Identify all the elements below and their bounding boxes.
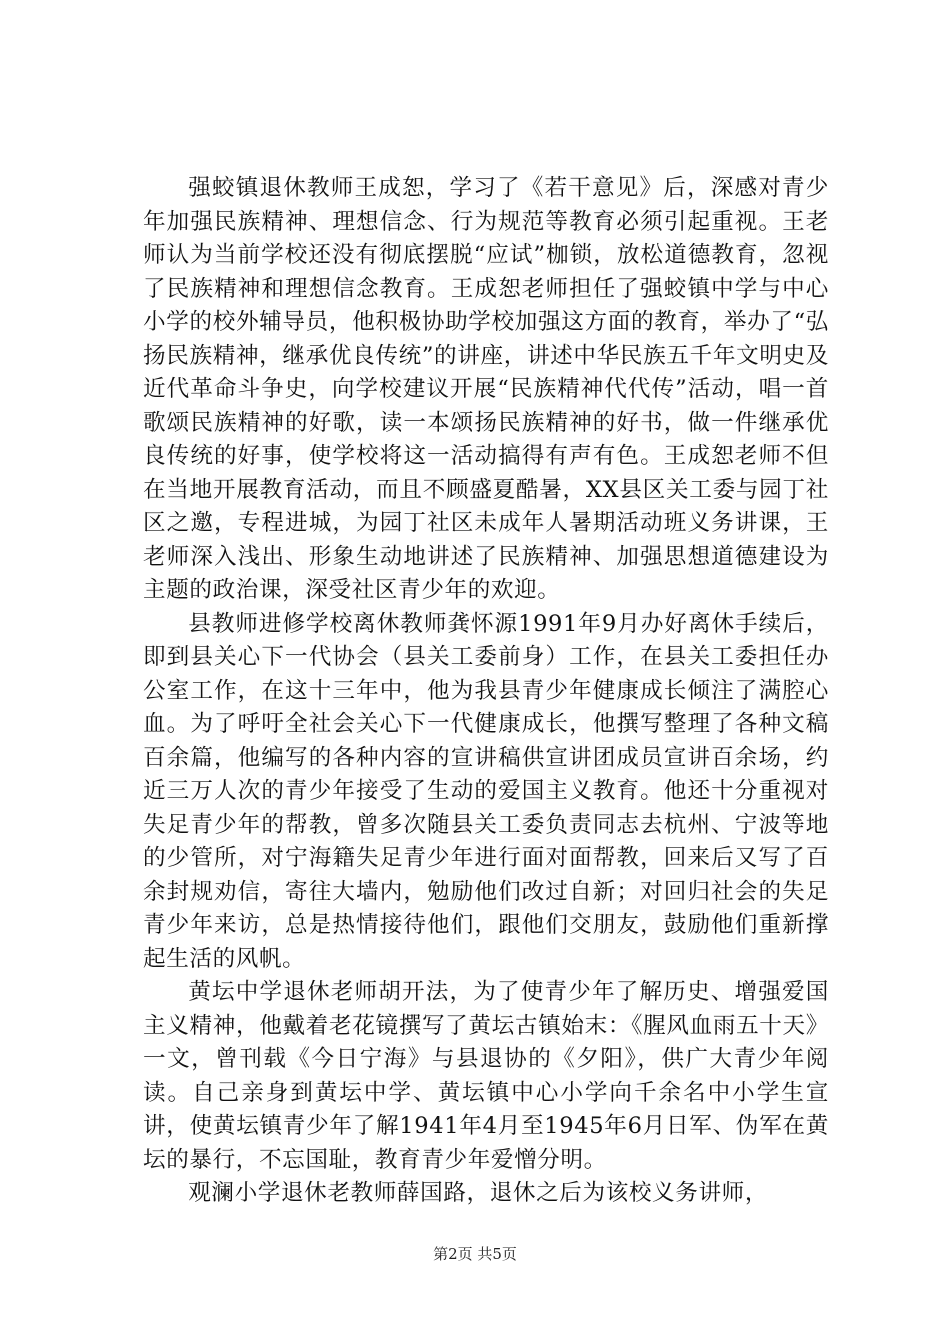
paragraph-hu-kaifa: 黄坛中学退休老师胡开法，为了使青少年了解历史、增强爱国主义精神，他戴着老花镜撰写了黄坛古镇始末：《腥风血雨五十天》一文，曾刊载《今日宁海》与县退协的《夕阳》，供广大青少年阅读。自己亲身到黄坛中学、黄坛镇中心小学向千余名中小学生宣讲，使黄坛镇青少年了解1941年4月至1945年6月日军、伪军在黄坛的暴行，不忘国耻，教育青少年爱憎分明。: [143, 979, 829, 1173]
paragraph-xue-guolu: 观澜小学退休老教师薛国路，退休之后为该校义务讲师，: [188, 1180, 769, 1206]
paragraph-gong-huaiyuan: 县教师进修学校离休教师龚怀源1991年9月办好离休手续后，即到县关心下一代协会（县关工委前身）工作，在县关工委担任办公室工作，在这十三年中，他为我县青少年健康成长倾注了满腔心血。为了呼吁全社会关心下一代健康成长，他撰写整理了各种文稿百余篇，他编写的各种内容的宣讲稿供宣讲团成员宣讲百余场，约近三万人次的青少年接受了生动的爱国主义教育。他还十分重视对失足青少年的帮教，曾多次随县关工委负责同志去杭州、宁波等地的少管所，对宁海籍失足青少年进行面对面帮教，回来后又写了百余封规劝信，寄往大墙内，勉励他们改过自新；对回归社会的失足青少年来访，总是热情接待他们，跟他们交朋友，鼓励他们重新撑起生活的风帆。: [143, 610, 829, 972]
page-number-footer: 第2页 共5页: [433, 1245, 517, 1263]
document-body: [143, 172, 829, 1211]
paragraph-wang-chengshu: 强蛟镇退休教师王成恕，学习了《若干意见》后，深感对青少年加强民族精神、理想信念、行为规范等教育必须引起重视。王老师认为当前学校还没有彻底摆脱“应试”枷锁，放松道德教育，忽视了民族精神和理想信念教育。王成恕老师担任了强蛟镇中学与中心小学的校外辅导员，他积极协助学校加强这方面的教育，举办了“弘扬民族精神，继承优良传统”的讲座，讲述中华民族五千年文明史及近代革命斗争史，向学校建议开展“民族精神代代传”活动，唱一首歌颂民族精神的好歌，读一本颂扬民族精神的好书，做一件继承优良传统的好事，使学校将这一活动搞得有声有色。王成恕老师不但在当地开展教育活动，而且不顾盛夏酷暑，XX县区关工委与园丁社区之邀，专程进城，为园丁社区未成年人暑期活动班义务讲课，王老师深入浅出、形象生动地讲述了民族精神、加强思想道德建设为主题的政治课，深受社区青少年的欢迎。: [143, 175, 829, 603]
